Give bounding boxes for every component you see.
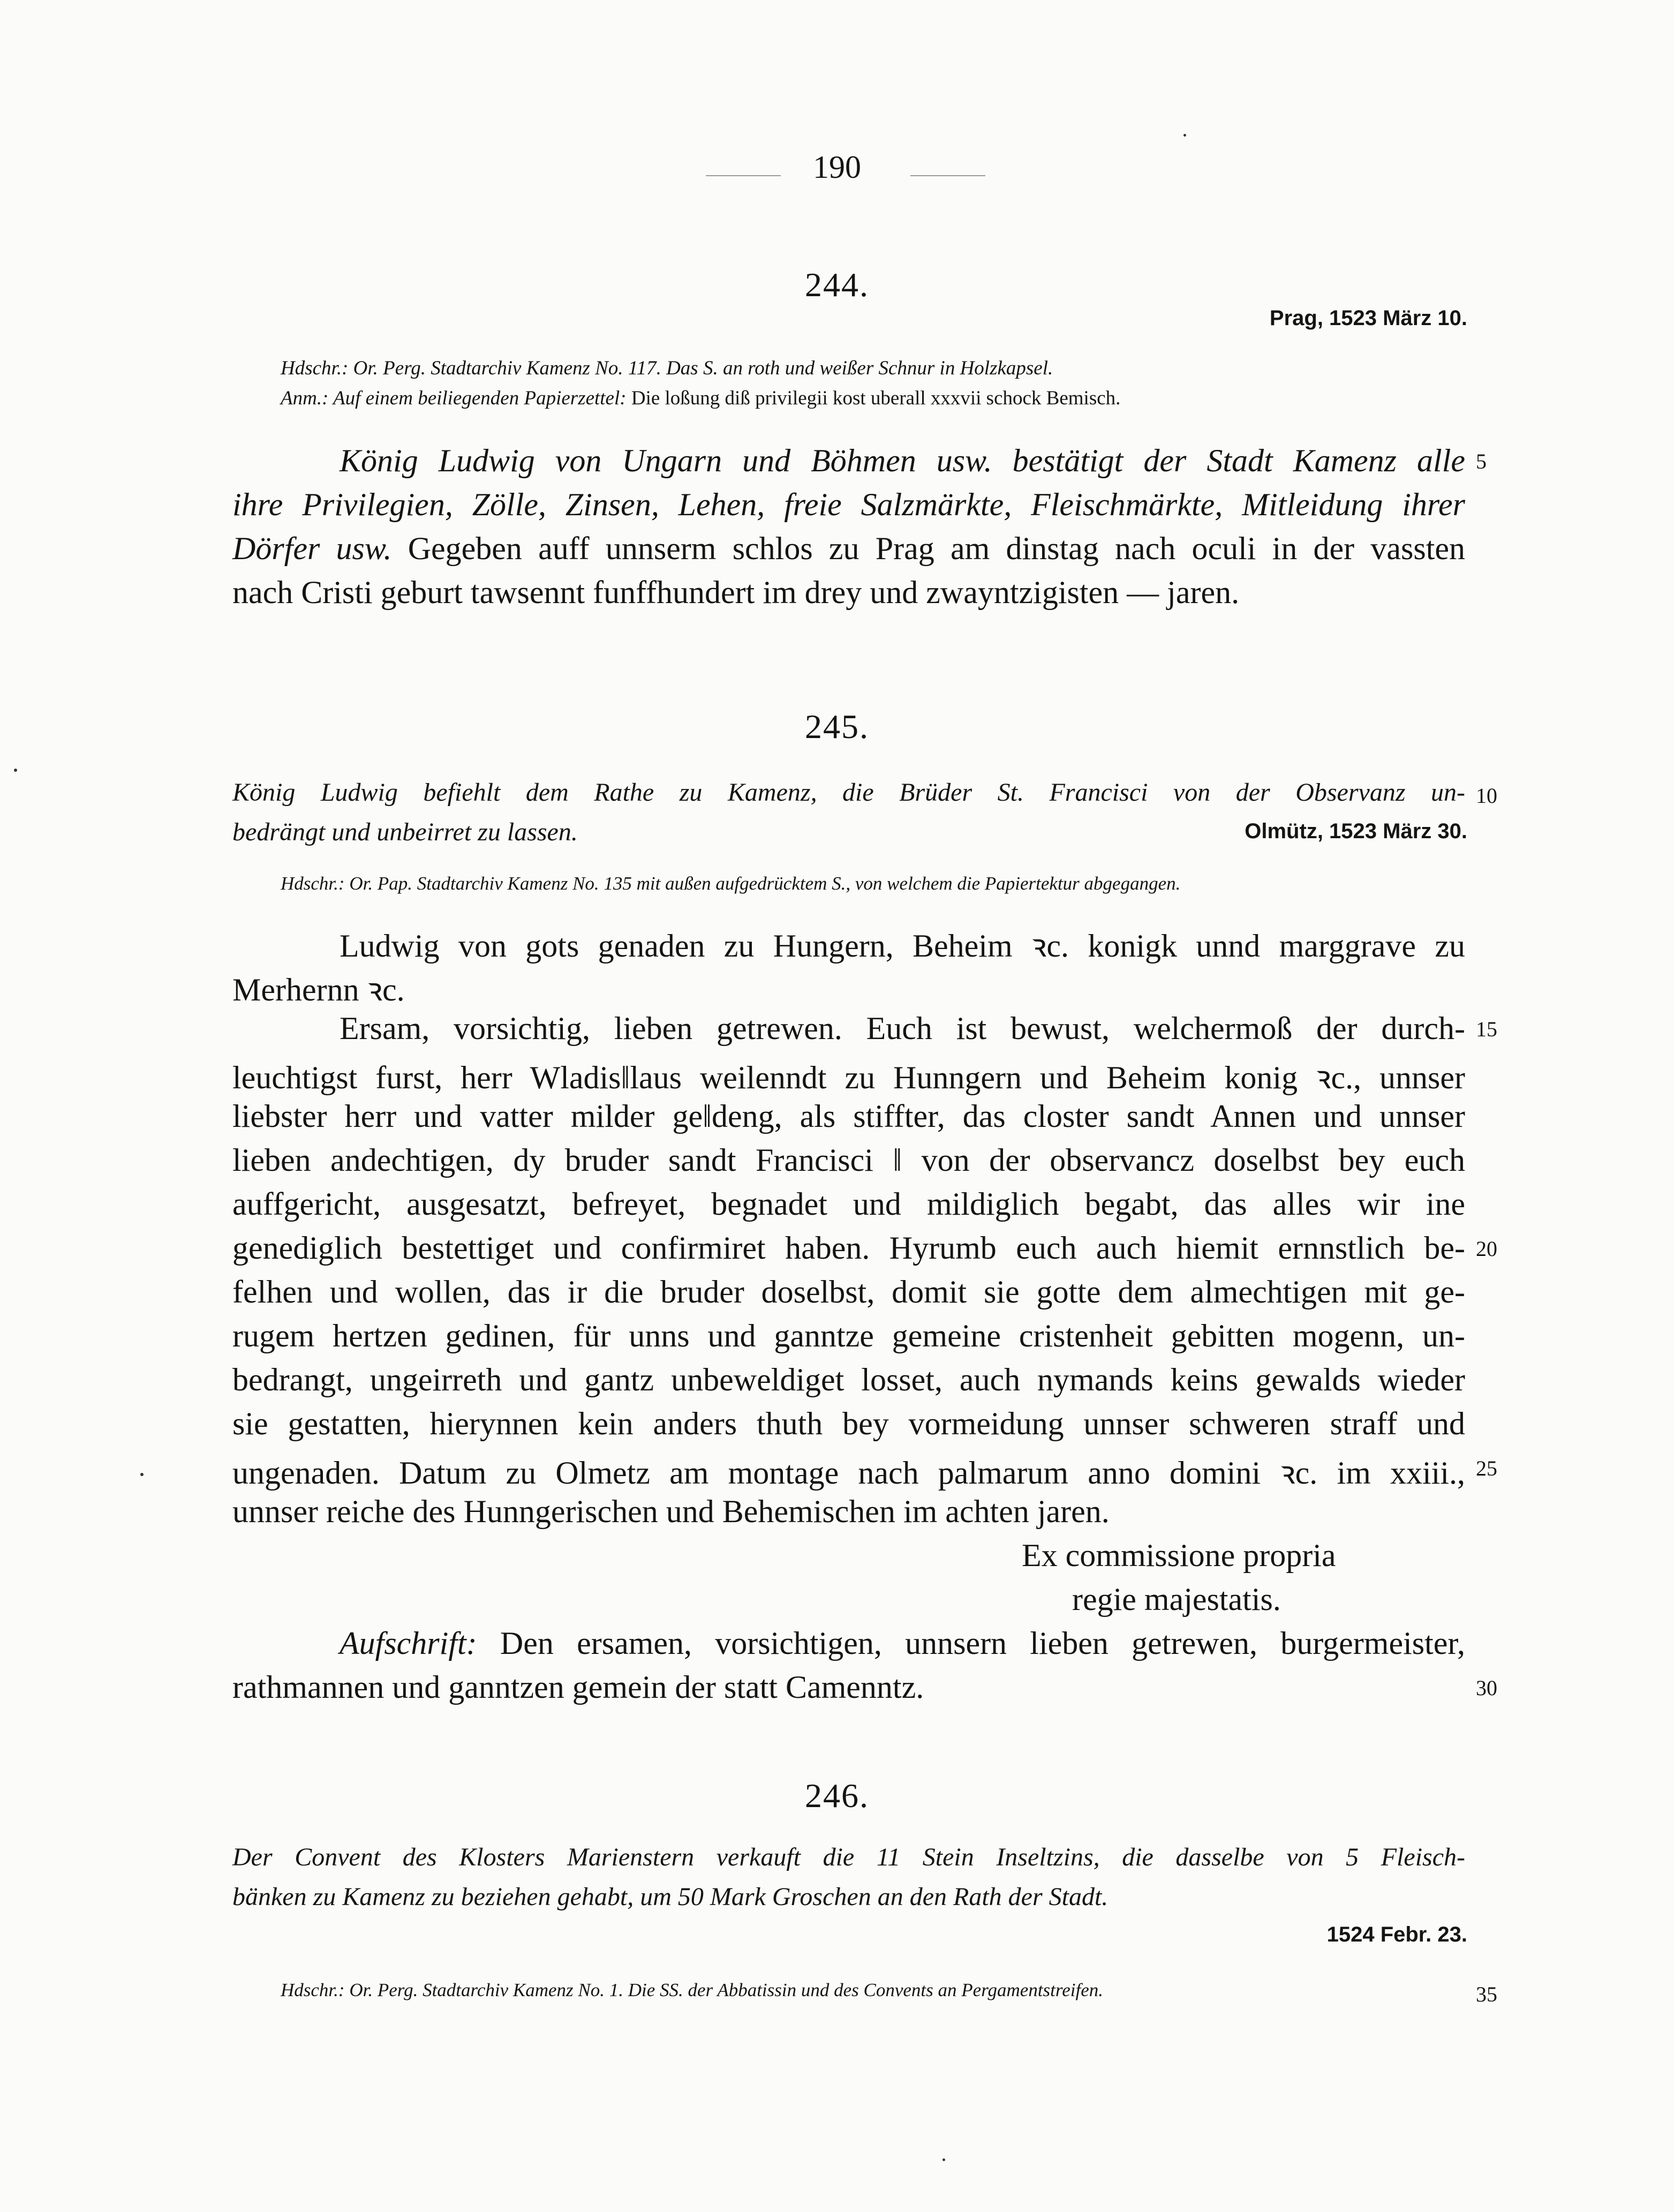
doc-245-manuscript-note — [281, 873, 1180, 894]
doc-245-address-line-1 — [340, 1625, 1465, 1662]
doc-245-line-7: auffgericht, ausgesatzt, befreyet, begnadet und mildiglich begabt, das alles wir ine — [232, 1186, 1465, 1222]
line-number-20: 20 — [1476, 1237, 1497, 1261]
line-number-35: 35 — [1476, 1982, 1497, 2006]
doc-245-line-14: unnser reiche des Hunngerischen und Behemischen im achten jaren. — [232, 1494, 1110, 1529]
doc-245-line-9: felhen und wollen, das ir die bruder doselbst, domit sie gotte dem almechtigen mit ge- — [232, 1274, 1465, 1310]
doc-244-line-1: König Ludwig von Ungarn und Böhmen usw. bestätigt der Stadt Kamenz alle — [340, 443, 1465, 478]
doc-246-date: 1524 Febr. 23. — [1326, 1923, 1467, 1946]
doc-245-line-13: ungenaden. Datum zu Olmetz am montage nach palmarum anno domini ꝛc. im xxiii., — [232, 1455, 1465, 1491]
doc-245-line-1: Ludwig von gots genaden zu Hungern, Beheim ꝛc. konigk unnd marggrave zu — [340, 928, 1465, 964]
doc-245-summary-line-2: bedrängt und unbeirret zu lassen. — [232, 818, 578, 846]
doc-244-manuscript-note — [281, 357, 1053, 380]
doc-245-manuscript-note-text: Hdschr.: Or. Pap. Stadtarchiv Kamenz No. 135 mit außen aufgedrücktem S., von welchem die Papiertektur abgegangen. — [281, 873, 1181, 894]
doc-246-summary-line-2: bänken zu Kamenz zu beziehen gehabt, um 50 Mark Groschen an den Rath der Stadt. — [232, 1883, 1109, 1911]
doc-244-line-3 — [232, 530, 1465, 567]
line-number-30: 30 — [1476, 1676, 1497, 1700]
doc-246-number: 246. — [805, 1777, 869, 1815]
doc-244-line-3-italic: Dörfer usw. — [232, 531, 392, 566]
doc-244-annotation-label: Anm.: Auf einem beiliegenden Papierzettel: — [281, 387, 627, 409]
doc-245-line-4: leuchtigst furst, herr Wladis‖laus weilenndt zu Hunngern und Beheim konig ꝛc., unnser — [232, 1060, 1465, 1095]
line-number-15: 15 — [1476, 1017, 1497, 1041]
scan-speck — [140, 1473, 144, 1476]
line-number-10: 10 — [1476, 784, 1497, 808]
doc-245-closing-2: regie majestatis. — [1072, 1582, 1281, 1617]
doc-244-line-4: nach Cristi geburt tawsennt funffhundert im drey und zwayntzigisten — jaren. — [232, 575, 1240, 610]
doc-245-number: 245. — [805, 708, 869, 746]
doc-244-line-3-roman: Gegeben auff unnserm schlos zu Prag am dinstag nach oculi in der vassten — [408, 531, 1465, 566]
doc-244-line-2: ihre Privilegien, Zölle, Zinsen, Lehen, freie Salzmärkte, Fleischmärkte, Mitleidung ihrer — [232, 487, 1465, 522]
page-number: 190 — [813, 149, 861, 185]
doc-245-line-6: lieben andechtigen, dy bruder sandt Francisci ‖ von der observancz doselbst bey euch — [232, 1142, 1465, 1178]
doc-245-closing-1: Ex commissione propria — [1022, 1538, 1336, 1573]
doc-246-manuscript-note — [281, 1980, 1103, 2001]
doc-245-line-11: bedrangt, ungeirreth und gantz unbeweldiget losset, auch nymands keins gewalds wieder — [232, 1362, 1465, 1397]
doc-244-annotation-text: Die loßung diß privilegii kost uberall xxxvii schock Bemisch. — [631, 387, 1121, 409]
scan-speck — [942, 2158, 945, 2161]
doc-245-line-2: Merhernn ꝛc. — [232, 972, 405, 1007]
line-number-25: 25 — [1476, 1456, 1497, 1480]
doc-244-place-date: Prag, 1523 März 10. — [1269, 306, 1467, 330]
doc-245-line-8: genediglich bestettiget und confirmiret haben. Hyrumb euch auch hiemit ernnstlich be- — [232, 1230, 1465, 1266]
scan-speck — [1183, 134, 1186, 137]
doc-245-line-10: rugem hertzen gedinen, für unns und ganntze gemeine cristenheit gebitten mogenn, un- — [232, 1318, 1465, 1353]
doc-245-line-3: Ersam, vorsichtig, lieben getrewen. Euch ist bewust, welchermoß der durch- — [340, 1011, 1465, 1046]
doc-245-address-line-2: rathmannen und ganntzen gemein der statt Camenntz. — [232, 1669, 924, 1705]
doc-245-summary-line-1: König Ludwig befiehlt dem Rathe zu Kamenz, die Brüder St. Francisci von der Observanz un- — [232, 778, 1465, 807]
doc-245-line-5: liebster herr und vatter milder ge‖deng, als stiffter, das closter sandt Annen und unnser — [232, 1099, 1465, 1134]
folio-rule-right — [910, 175, 985, 176]
doc-245-address-text: Den ersamen, vorsichtigen, unnsern lieben getrewen, burgermeister, — [500, 1626, 1465, 1661]
line-number-5: 5 — [1476, 449, 1487, 473]
doc-245-place-date: Olmütz, 1523 März 30. — [1245, 819, 1467, 843]
doc-244-manuscript-note-text: Hdschr.: Or. Perg. Stadtarchiv Kamenz No. 117. Das S. an roth und weißer Schnur in Holzkapsel. — [281, 357, 1053, 379]
doc-244-annotation — [281, 387, 1120, 410]
doc-245-address-label: Aufschrift: — [340, 1626, 477, 1661]
doc-246-summary-line-1: Der Convent des Klosters Marienstern verkauft die 11 Stein Inseltzins, die dasselbe von 5 Fleisch- — [232, 1843, 1465, 1871]
doc-245-line-12: sie gestatten, hierynnen kein anders thuth bey vormeidung unnser schweren straff und — [232, 1406, 1465, 1441]
doc-246-manuscript-note-text: Hdschr.: Or. Perg. Stadtarchiv Kamenz No. 1. Die SS. der Abbatissin und des Convents an Pergamentstreifen. — [281, 1980, 1103, 2000]
doc-244-number: 244. — [805, 266, 869, 304]
scan-speck — [14, 769, 17, 772]
